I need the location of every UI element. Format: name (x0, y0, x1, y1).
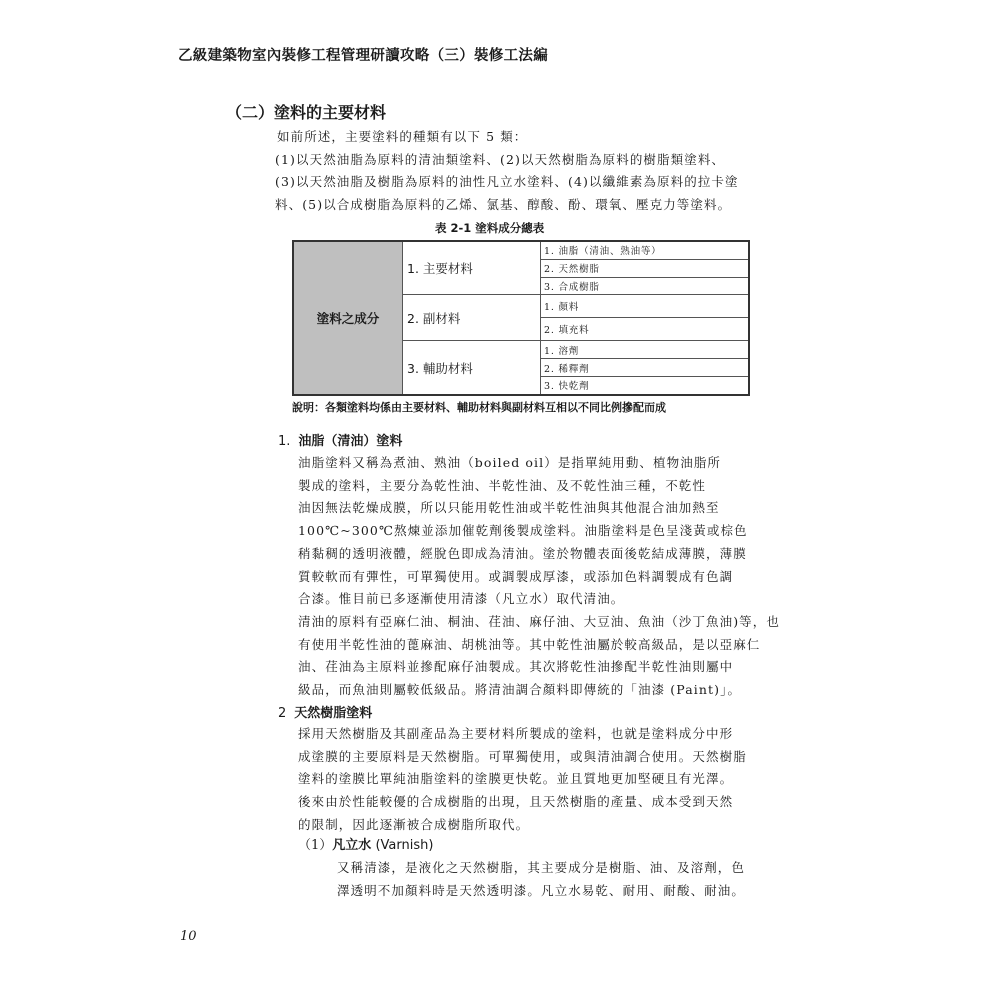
body-line: 稍黏稠的透明液體，經脫色即成為清油。塗於物體表面後乾結成薄膜，薄膜 (298, 545, 747, 561)
body-line: 油、荏油為主原料並摻配麻仔油製成。其次將乾性油摻配半乾性油則屬中 (298, 659, 734, 675)
body-line: 合漆。惟目前已多逐漸使用清漆（凡立水）取代清油。 (298, 591, 625, 607)
subsection-heading (278, 430, 402, 449)
subsection-number: 2 (278, 706, 287, 721)
running-header: 乙級建築物室內裝修工程管理研讀攻略（三）裝修工法編 (178, 48, 548, 64)
table-item: 3. 快乾劑 (541, 376, 750, 394)
subsection-title: 天然樹脂塗料 (294, 706, 373, 721)
table-main-label: 塗料之成分 (293, 241, 403, 395)
body-line: 後來由於性能較優的合成樹脂的出現，且天然樹脂的產量、成本受到天然 (298, 794, 734, 810)
table-item: 1. 顏料 (541, 295, 750, 318)
subsection-heading (278, 702, 372, 721)
intro-line: 如前所述，主要塗料的種類有以下 5 類： (277, 129, 528, 144)
coating-composition-table (292, 240, 750, 396)
body-line: 製成的塗料，主要分為乾性油、半乾性油、及不乾性油三種，不乾性 (298, 477, 707, 493)
table-item: 1. 溶劑 (541, 341, 750, 359)
body-line: 油脂塗料又稱為煮油、熟油（boiled oil）是指單純用動、植物油脂所 (298, 455, 722, 470)
varnish-heading (298, 834, 433, 853)
subsection-title: 油脂（清油）塗料 (298, 434, 403, 449)
table-item: 2. 天然樹脂 (541, 259, 750, 277)
intro-paragraph (277, 126, 739, 217)
table-category: 1. 主要材料 (403, 241, 541, 295)
body-line: 塗料的塗膜比單純油脂塗料的塗膜更快乾。並且質地更加堅硬且有光澤。 (298, 771, 734, 787)
item-title: 凡立水 (332, 838, 372, 853)
body-line: 油因無法乾燥成膜，所以只能用乾性油或半乾性油與其他混合油加熱至 (298, 500, 720, 516)
body-line: 又稱清漆，是液化之天然樹脂，其主要成分是樹脂、油、及溶劑，色 (337, 860, 746, 875)
body-line: 成塗膜的主要原料是天然樹脂。可單獨使用，或與清油調合使用。天然樹脂 (298, 748, 747, 764)
section-title: （二）塗料的主要材料 (226, 103, 387, 122)
body-line: 有使用半乾性油的蓖麻油、胡桃油等。其中乾性油屬於較高級品，是以亞麻仁 (298, 636, 761, 652)
natural-resin-paragraph (298, 723, 747, 837)
intro-line: (3)以天然油脂及樹脂為原料的油性凡立水塗料、(4)以纖維素為原料的拉卡塗 (275, 174, 739, 190)
item-title-en: (Varnish) (375, 838, 434, 853)
body-line: 100℃~300℃熬煉並添加催乾劑後製成塗料。油脂塗料是色呈淺黃或棕色 (298, 523, 748, 539)
subsection-number: 1. (278, 434, 291, 449)
page-number: 10 (180, 929, 197, 944)
table-item: 2. 稀釋劑 (541, 359, 750, 377)
body-line: 的限制，因此逐漸被合成樹脂所取代。 (298, 816, 530, 832)
oil-paint-paragraph (298, 452, 780, 702)
table-note: 說明：各類塗料均係由主要材料、輔助材料與副材料互相以不同比例摻配而成 (292, 401, 666, 414)
varnish-paragraph (337, 857, 745, 902)
table-caption: 表 2-1 塗料成分總表 (435, 221, 545, 235)
intro-line: (1)以天然油脂為原料的清油類塗料、(2)以天然樹脂為原料的樹脂類塗料、 (275, 151, 726, 167)
body-line: 採用天然樹脂及其副產品為主要材料所製成的塗料，也就是塗料成分中形 (298, 726, 734, 741)
table-category: 2. 副材料 (403, 295, 541, 341)
body-line: 級品，而魚油則屬較低級品。將清油調合顏料即傳統的「油漆 (Paint)」。 (298, 682, 742, 698)
table-item: 3. 合成樹脂 (541, 277, 750, 295)
item-number: （1） (298, 838, 333, 853)
body-line: 澤透明不加顏料時是天然透明漆。凡立水易乾、耐用、耐酸、耐油。 (337, 882, 746, 898)
body-line: 清油的原料有亞麻仁油、桐油、荏油、麻仔油、大豆油、魚油（沙丁魚油)等，也 (298, 613, 780, 629)
table-item: 2. 填充料 (541, 318, 750, 341)
intro-line: 料、(5)以合成樹脂為原料的乙烯、氯基、醇酸、酚、環氧、壓克力等塗料。 (275, 197, 732, 213)
table-item: 1. 油脂（清油、熟油等） (541, 241, 750, 259)
table-category: 3. 輔助材料 (403, 341, 541, 395)
body-line: 質較軟而有彈性，可單獨使用。或調製成厚漆，或添加色料調製成有色調 (298, 568, 734, 584)
